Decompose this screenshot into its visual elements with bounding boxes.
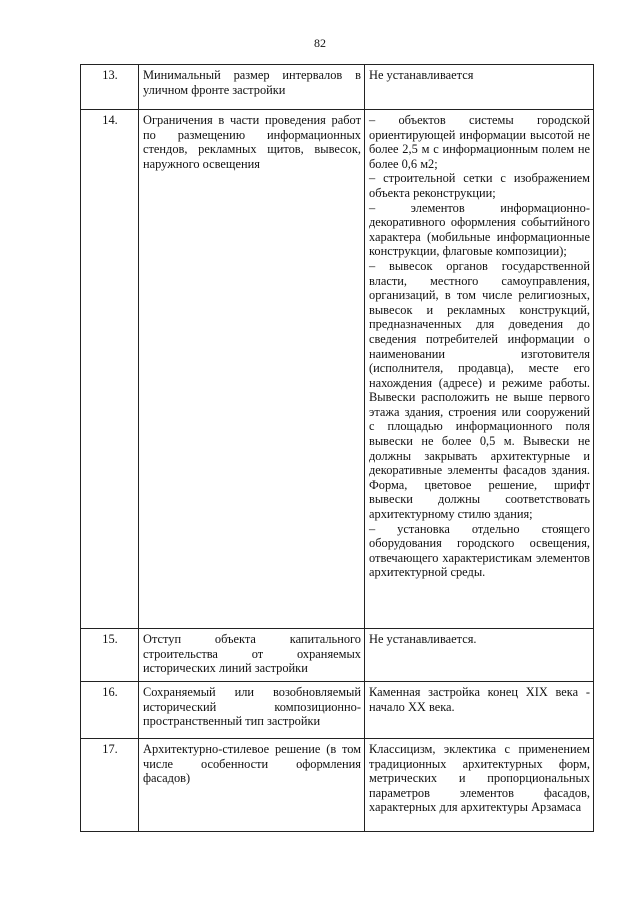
value-line: – вывесок органов государственной власти, местного самоуправления, организаций, в том числе религиозных, вывесок и рекламных конструкций, предназначенных для доведения до сведения потребителей информации о наименовании изготовителя (исполнителя, продавца), месте его нахождения (адресе) и режиме работы. Вывески расположить не выше первого этажа здания, строения или сооружений с площадью информационного поля вывески не более 0,5 м. Вывески не должны закрывать архитектурные и декоративные элементы фасадов здания. Форма, цветовое решение, шрифт вывески должны соответствовать архитектурному стилю здания; (369, 258, 590, 522)
row-number: 13. (81, 65, 139, 110)
value-cell (365, 65, 594, 110)
page-number: 82 (314, 36, 326, 50)
parameter-cell: Архитектурно-стилевое решение (в том числе особенности оформления фасадов) (139, 739, 365, 832)
value-cell (365, 629, 594, 682)
row-number: 17. (81, 739, 139, 832)
value-line: Классицизм, эклектика с применением традиционных архитектурных форм, метрических и пропорциональных параметров элементов фасадов, характерных для архитектуры Арзамаса (369, 742, 590, 815)
table-row (81, 65, 594, 110)
value-line: – элементов информационно-декоративного оформления событийного характера (мобильные информационные конструкции, флаговые композиции); (369, 200, 590, 259)
table-row (81, 739, 594, 832)
value-line: – установка отдельно стоящего оборудования городского освещения, отвечающего характеристикам элементов архитектурной среды. (369, 521, 590, 580)
row-number: 14. (81, 110, 139, 629)
value-cell (365, 110, 594, 629)
row-number: 15. (81, 629, 139, 682)
table-row (81, 682, 594, 739)
parameter-cell: Отступ объекта капитального строительства от охраняемых исторических линий застройки (139, 629, 365, 682)
value-line: Не устанавливается. (369, 632, 477, 646)
parameter-cell: Минимальный размер интервалов в уличном фронте застройки (139, 65, 365, 110)
regulations-table (80, 64, 594, 832)
row-number: 16. (81, 682, 139, 739)
value-line: – строительной сетки с изображением объекта реконструкции; (369, 171, 590, 200)
value-line: – объектов системы городской ориентирующей информации высотой не более 2,5 м с информационным полем не более 0,6 м2; (369, 113, 590, 171)
value-line: Не устанавливается (369, 68, 474, 82)
value-cell (365, 682, 594, 739)
parameter-cell: Ограничения в части проведения работ по размещению информационных стендов, рекламных щитов, вывесок, наружного освещения (139, 110, 365, 629)
parameter-cell: Сохраняемый или возобновляемый исторический композиционно-пространственный тип застройки (139, 682, 365, 739)
table-row (81, 629, 594, 682)
value-cell (365, 739, 594, 832)
value-line: Каменная застройка конец XIX века - начало XX века. (369, 685, 590, 714)
table-row (81, 110, 594, 629)
